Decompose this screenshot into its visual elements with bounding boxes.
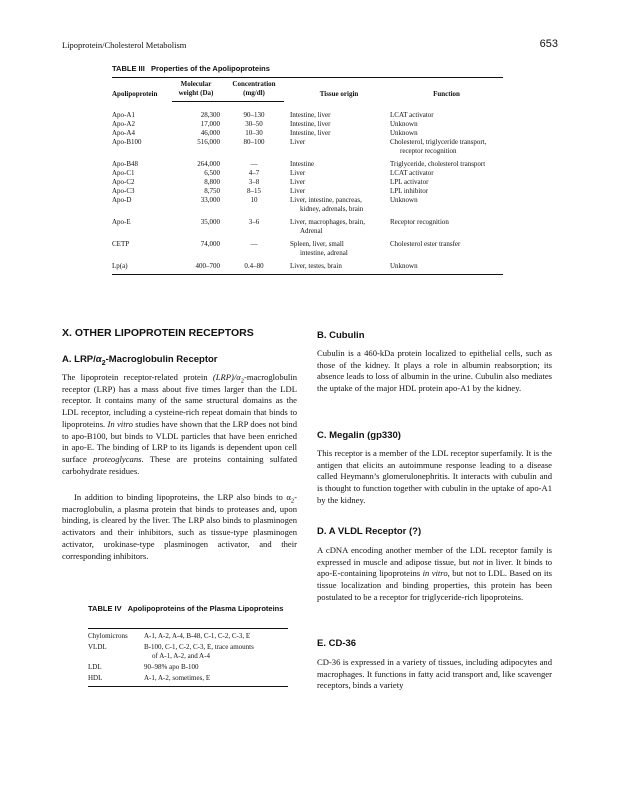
vldl-receptor-text: A cDNA encoding another member of the LDL receptor family is expressed in muscle and adipose tissue, but not in liver. It binds to apo-E-containing lipoproteins in vitro, but not to LDL. Based on its tissue localization and binding properties, this protein has been postulated to be a receptor for triglyceride-rich lipoproteins. <box>317 545 553 602</box>
t3-cell-function: Cholesterol ester transfer <box>390 240 461 248</box>
lrp-paragraph-2: In addition to binding lipoproteins, the LRP also binds to $\alpha_2$-macroglobulin, a plasma protein that binds to proteases and, upon binding, is cleared by the liver. The LRP also binds to plasminogen activators and their inhibitors, such as tissue-type plasminogen activator, urokinase-type plasminogen activator, and their corresponding inhibitors. <box>62 492 297 561</box>
t3-cell-function: Unknown <box>390 120 418 128</box>
table3-row <box>112 196 503 214</box>
t4-cell-apolipoproteins: 90–98% apo B-100 <box>144 663 199 671</box>
t3-cell-apolipoprotein: Apo-B100 <box>112 138 142 146</box>
t3-header-function: Function <box>388 78 503 102</box>
t3-cell-tissue-origin: Intestine <box>290 160 315 168</box>
t3-cell-concentration: 4–7 <box>248 169 260 177</box>
cubulin-text: Cubulin is a 460-kDa protein localized to epithelial cells, such as those of the kidney. It plays a role in albumin reabsorption; its absence leads to loss of albumin in the urine. Cubulin also mediates the uptake of the major HDL protein apo-A1 by the kidney. <box>317 348 552 394</box>
lrp-paragraph-1: The lipoprotein receptor-related protein $(LRP)/\alpha_2$-macroglobulin receptor (LRP) has a mass about five times larger than the LDL receptor. It contains many of the same structural domains as the LDL receptor, including a cysteine-rich repeat domain that binds to lipoproteins. In vitro studies have shown that the LRP does not bind to apo-B100, but binds to VLDL particles that have been enriched in apo-E. The binding of LRP to its ligands is dependent upon cell surface proteoglycans. These are proteins containing sulfated carbohydrate residues. <box>62 372 298 476</box>
t3-cell-molecular-weight: 8,800 <box>204 178 220 186</box>
t3-cell-concentration: 3–8 <box>248 178 260 186</box>
t3-cell-molecular-weight: 264,000 <box>197 160 220 168</box>
t3-cell-concentration: 10–30 <box>245 129 263 137</box>
table3 <box>112 77 503 275</box>
table4-row <box>88 643 288 663</box>
t3-cell-apolipoprotein: Apo-C3 <box>112 187 135 195</box>
t3-header-tissue: Tissue origin <box>284 78 388 102</box>
cubulin-title: B. Cubulin <box>317 330 365 341</box>
t3-cell-tissue-origin: Intestine, liver <box>290 120 331 128</box>
megalin-title: C. Megalin (gp330) <box>317 430 401 441</box>
page-number: 653 <box>539 38 558 50</box>
subsection-a-title: A. LRP/$\alpha_2$-Macroglobulin Receptor <box>62 354 218 367</box>
cd36-title: E. CD-36 <box>317 638 357 649</box>
table4-row <box>88 674 288 687</box>
t3-cell-tissue-origin: Liver <box>290 187 306 195</box>
t3-cell-function: LCAT activator <box>390 169 434 177</box>
t3-header-conc2: (mg/dl) <box>224 89 284 102</box>
table3-row <box>112 156 503 169</box>
t3-cell-apolipoprotein: CETP <box>112 240 130 248</box>
t3-cell-molecular-weight: 17,000 <box>200 120 220 128</box>
t3-cell-tissue-origin: Liver, intestine, pancreas, kidney, adrenals, brain <box>290 196 364 213</box>
t3-cell-function: LPL inhibitor <box>390 187 429 195</box>
t3-cell-function: Unknown <box>390 196 418 204</box>
t3-cell-function: Cholesterol, triglyceride transport, receptor recognition <box>390 138 487 155</box>
table3-caption: TABLE III Properties of the Apolipoproteins <box>112 64 270 73</box>
t3-cell-molecular-weight: 516,000 <box>197 138 220 146</box>
cd36-text: CD-36 is expressed in a variety of tissues, including adipocytes and macrophages. It functions in fatty acid transport and, like scavenger receptors, binds a variety <box>317 657 552 691</box>
t3-cell-tissue-origin: Intestine, liver <box>290 129 331 137</box>
t3-cell-apolipoprotein: Apo-A2 <box>112 120 135 128</box>
t3-cell-molecular-weight: 35,000 <box>200 218 220 226</box>
table3-row <box>112 178 503 187</box>
t3-cell-concentration: 10 <box>250 196 258 204</box>
t3-cell-function: Unknown <box>388 258 503 275</box>
t3-cell-function: Receptor recognition <box>390 218 449 226</box>
t3-cell-molecular-weight: 33,000 <box>200 196 220 204</box>
table3-row <box>112 258 503 275</box>
t3-cell-concentration: 0.4–80 <box>224 258 284 275</box>
t3-cell-concentration: — <box>250 240 258 248</box>
t3-cell-apolipoprotein: Apo-D <box>112 196 132 204</box>
t3-cell-function: Triglyceride, cholesterol transport <box>390 160 486 168</box>
table3-row <box>112 214 503 236</box>
t3-cell-tissue-origin: Liver <box>290 138 306 146</box>
t3-cell-apolipoprotein: Apo-B48 <box>112 160 139 168</box>
t3-header-mw2: weight (Da) <box>172 89 224 102</box>
t3-cell-molecular-weight: 74,000 <box>200 240 220 248</box>
t3-cell-tissue-origin: Liver, macrophages, brain, Adrenal <box>290 218 365 235</box>
t3-cell-tissue-origin: Intestine, liver <box>290 110 331 119</box>
t3-cell-concentration: 90–130 <box>243 111 265 119</box>
table3-row <box>112 187 503 196</box>
table3-row <box>112 236 503 258</box>
t3-cell-tissue-origin: Liver, testes, brain <box>284 258 388 275</box>
t3-cell-molecular-weight: 6,500 <box>204 169 220 177</box>
t4-cell-apolipoproteins: A-1, A-2, A-4, B-48, C-1, C-2, C-3, E <box>144 629 288 644</box>
t3-cell-tissue-origin: Liver <box>290 178 306 186</box>
t3-cell-concentration: 80–100 <box>243 138 265 146</box>
t3-header-mw1: Molecular <box>172 78 224 90</box>
table4 <box>88 628 288 687</box>
t4-cell-lipoprotein: LDL <box>88 663 102 671</box>
t3-cell-molecular-weight: 8,750 <box>204 187 220 195</box>
t3-cell-function: LPL activator <box>390 178 429 186</box>
t3-cell-function: LCAT activator <box>390 110 434 119</box>
t3-header-conc1: Concentration <box>224 78 284 90</box>
t3-cell-tissue-origin: Spleen, liver, small intestine, adrenal <box>290 240 348 257</box>
table3-row <box>112 138 503 156</box>
t3-cell-molecular-weight: 28,300 <box>200 111 220 119</box>
t4-cell-apolipoproteins: A-1, A-2, sometimes, E <box>144 674 288 687</box>
vldl-receptor-title: D. A VLDL Receptor (?) <box>317 526 422 537</box>
t3-cell-concentration: 8–15 <box>247 187 261 195</box>
t3-cell-apolipoprotein: Apo-A1 <box>112 110 135 119</box>
table4-row <box>88 629 288 644</box>
t3-cell-tissue-origin: Liver <box>290 169 306 177</box>
t3-cell-concentration: — <box>250 160 258 168</box>
t3-cell-concentration: 30–50 <box>245 120 263 128</box>
t3-cell-function: Unknown <box>390 129 418 137</box>
t4-cell-apolipoproteins: B-100, C-1, C-2, C-3, E, trace amounts of A-1, A-2, and A-4 <box>144 643 254 660</box>
t3-header-apolipoprotein: Apolipoprotein <box>112 78 172 102</box>
t3-cell-molecular-weight: 400–700 <box>172 258 224 275</box>
table3-row <box>112 120 503 129</box>
t3-cell-apolipoprotein: Apo-C1 <box>112 169 135 177</box>
table4-row <box>88 663 288 674</box>
t3-cell-apolipoprotein: Apo-C2 <box>112 178 135 186</box>
running-head: Lipoprotein/Cholesterol Metabolism <box>62 40 187 50</box>
megalin-text: This receptor is a member of the LDL receptor superfamily. It is the antigen that elicits an autoimmune response leading to a disease called Heymann’s glomerulonephritis. It interacts with cubulin and is thought to function together with cubulin in the uptake of apo-A1 by the kidney. <box>317 448 552 505</box>
t4-cell-lipoprotein: HDL <box>88 674 144 687</box>
table3-row <box>112 102 503 121</box>
table3-row <box>112 169 503 178</box>
table3-row <box>112 129 503 138</box>
t3-cell-molecular-weight: 46,000 <box>200 129 220 137</box>
t3-cell-apolipoprotein: Apo-A4 <box>112 129 135 137</box>
table4-caption: TABLE IV Apolipoproteins of the Plasma Lipoproteins <box>88 604 284 613</box>
t3-cell-apolipoprotein: Apo-E <box>112 218 131 226</box>
t3-cell-apolipoprotein: Lp(a) <box>112 258 172 275</box>
section-title: X. OTHER LIPOPROTEIN RECEPTORS <box>62 327 254 339</box>
t3-cell-concentration: 3–6 <box>248 218 260 226</box>
t4-cell-lipoprotein: VLDL <box>88 643 107 651</box>
t4-cell-lipoprotein: Chylomicrons <box>88 629 144 644</box>
